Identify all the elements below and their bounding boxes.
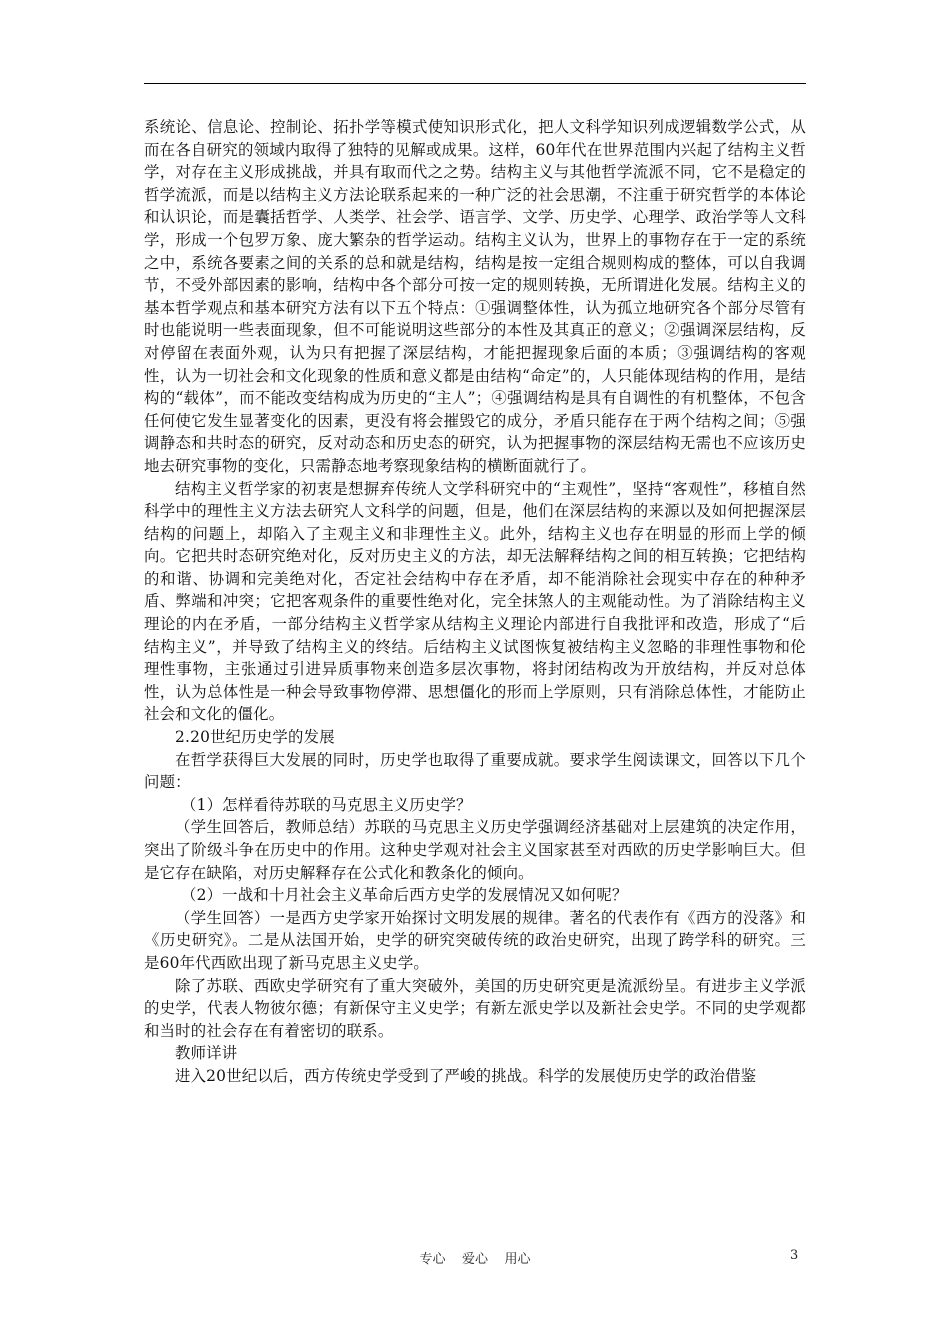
answer-2: （学生回答）一是西方史学家开始探讨文明发展的规律。著名的代表作有《西方的没落》和《历史研究》。二是从法国开始，史学的研究突破传统的政治史研究，出现了跨学科的研究。三是60年代西欧出现了新马克思主义史学。 xyxy=(144,908,806,972)
question-1: （1）怎样看待苏联的马克思主义历史学？ xyxy=(181,795,472,814)
header-rule xyxy=(144,83,806,84)
paragraph-20th-century: 进入20世纪以后，西方传统史学受到了严峻的挑战。科学的发展使历史学的政治借鉴 xyxy=(175,1066,757,1085)
answer-1: （学生回答后，教师总结）苏联的马克思主义历史学强调经济基础对上层建筑的决定作用，突出了阶级斗争在历史中的作用。这种史学观对社会主义国家甚至对西欧的历史学影响巨大。但是它存在缺陷，对历史解释存在公式化和教条化的倾向。 xyxy=(144,818,806,882)
teacher-lecture-heading: 教师详讲 xyxy=(175,1044,238,1063)
page-number: 3 xyxy=(790,1248,799,1263)
document-body xyxy=(144,116,806,1088)
footer-motto: 专心 爱心 用心 xyxy=(419,1252,531,1267)
paragraph-structuralism-critique: 结构主义哲学家的初衷是想摒弃传统人文学科研究中的“主观性”，坚持“客观性”，移植自然科学中的理性主义方法去研究人文科学的问题，但是，他们在深层结构的来源以及如何把握深层结构的问题上，却陷入了主观主义和非理性主义。此外，结构主义也存在明显的形而上学的倾向。它把共时态研究绝对化，反对历史主义的方法，却无法解释结构之间的相互转换；它把结构的和谐、协调和完美绝对化，否定社会结构中存在矛盾，却不能消除社会现实中存在的种种矛盾、弊端和冲突；它把客观条件的重要性绝对化，完全抹煞人的主观能动性。为了消除结构主义理论的内在矛盾，一部分结构主义哲学家从结构主义理论内部进行自我批评和改造，形成了“后结构主义”，并导致了结构主义的终结。后结构主义试图恢复被结构主义忽略的非理性事物和伦理性事物，主张通过引进异质事物来创造多层次事物，将封闭结构改为开放结构，并反对总体性，认为总体性是一种会导致事物停滞、思想僵化的形而上学原则，只有消除总体性，才能防止社会和文化的僵化。 xyxy=(144,479,806,724)
paragraph-us-history: 除了苏联、西欧史学研究有了重大突破外，美国的历史研究更是流派纷呈。有进步主义学派的史学，代表人物彼尔德；有新保守主义史学；有新左派史学以及新社会史学。不同的史学观都和当时的社会存在有着密切的联系。 xyxy=(144,976,806,1040)
paragraph-history-intro: 在哲学获得巨大发展的同时，历史学也取得了重要成就。要求学生阅读课文，回答以下几个问题： xyxy=(144,750,806,792)
section-heading-history: 2.20世纪历史学的发展 xyxy=(175,728,335,747)
paragraph-structuralism-intro: 系统论、信息论、控制论、拓扑学等模式使知识形式化，把人文科学知识列成逻辑数学公式，从而在各自研究的领域内取得了独特的见解或成果。这样，60年代在世界范围内兴起了结构主义哲学，对存在主义形成挑战，并具有取而代之之势。结构主义与其他哲学流派不同，它不是稳定的哲学流派，而是以结构主义方法论联系起来的一种广泛的社会思潮，不注重于研究哲学的本体论和认识论，而是囊括哲学、人类学、社会学、语言学、文学、历史学、心理学、政治学等人文科学，形成一个包罗万象、庞大繁杂的哲学运动。结构主义认为，世界上的事物存在于一定的系统之中，系统各要素之间的关系的总和就是结构，结构是按一定组合规则构成的整体，可以自我调节，不受外部因素的影响，结构中各个部分可按一定的规则转换，无所谓进化发展。结构主义的基本哲学观点和基本研究方法有以下五个特点：①强调整体性，认为孤立地研究各个部分尽管有时也能说明一些表面现象，但不可能说明这些部分的本性及其真正的意义；②强调深层结构，反对停留在表面外观，认为只有把握了深层结构，才能把握现象后面的本质；③强调结构的客观性，认为一切社会和文化现象的性质和意义都是由结构“命定”的，人只能体现结构的作用，是结构的“载体”，而不能改变结构成为历史的“主人”；④强调结构是具有自调性的有机整体，不包含任何使它发生显著变化的因素，更没有将会摧毁它的成分，矛盾只能存在于两个结构之间；⑤强调静态和共时态的研究，反对动态和历史态的研究，认为把握事物的深层结构无需也不应该历史地去研究事物的变化，只需静态地考察现象结构的横断面就行了。 xyxy=(144,118,806,475)
question-2: （2）一战和十月社会主义革命后西方史学的发展情况又如何呢？ xyxy=(181,886,628,905)
